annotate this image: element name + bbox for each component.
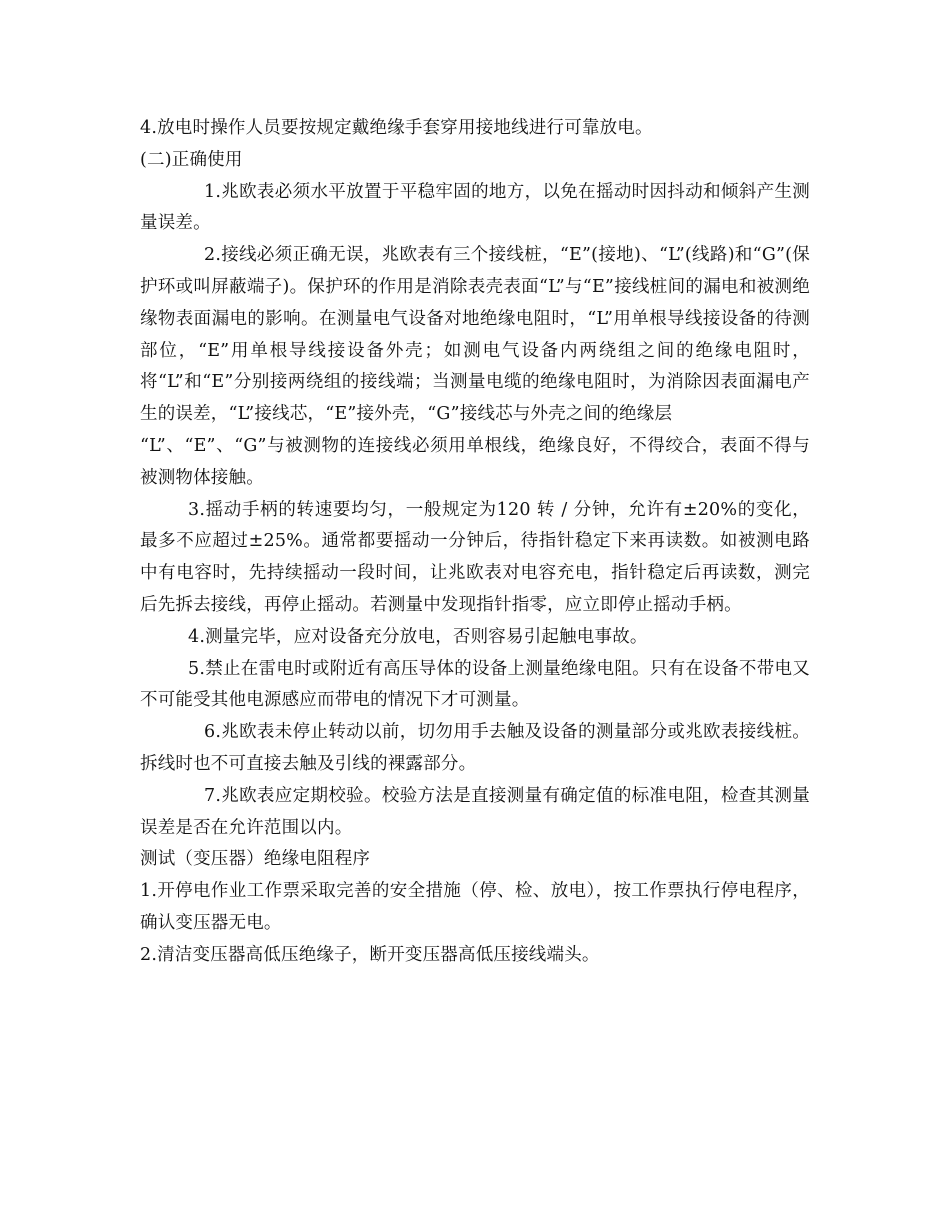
paragraph-discharge-gloves: 4.放电时操作人员要按规定戴绝缘手套穿用接地线进行可靠放电。 (140, 118, 653, 138)
paragraph-item-5-thunder: 5.禁止在雷电时或附近有高压导体的设备上测量绝缘电阻。只有在设备不带电又不可能受其他电源感应而带电的情况下才可测量。 (140, 658, 810, 711)
paragraph-item-1-level-placement: 1.兆欧表必须水平放置于平稳牢固的地方，以免在摇动时因抖动和倾斜产生测量误差。 (140, 181, 810, 234)
section-heading-correct-use: (二)正确使用 (140, 149, 243, 170)
paragraph-step-1-work-ticket: 1.开停电作业工作票采取完善的安全措施（停、检、放电），按工作票执行停电程序，确认变压器无电。 (140, 881, 810, 933)
paragraph-lead-wires: “L”、“E”、“G”与被测物的连接线必须用单根线，绝缘良好，不得绞合，表面不得与被测物体接触。 (140, 435, 810, 488)
paragraph-item-6-do-not-touch: 6.兆欧表未停止转动以前，切勿用手去触及设备的测量部分或兆欧表接线桩。拆线时也不可直接去触及引线的裸露部分。 (140, 722, 810, 774)
paragraph-item-3-crank-speed: 3.摇动手柄的转速要均匀，一般规定为120 转 / 分钟，允许有±20%的变化，最多不应超过±25%。通常都要摇动一分钟后，待指针稳定下来再读数。如被测电路中有电容时，先持续摇动一段时间，让兆欧表对电容充电，指针稳定后再读数，测完后先拆去接线，再停止摇动。若测量中发现指针指零，应立即停止摇动手柄。 (140, 499, 810, 615)
paragraph-step-2-clean-insulators: 2.清洁变压器高低压绝缘子，断开变压器高低压接线端头。 (140, 944, 600, 965)
document-body (140, 113, 810, 972)
paragraph-item-7-calibration: 7.兆欧表应定期校验。校验方法是直接测量有确定值的标准电阻，检查其测量误差是否在允许范围以内。 (140, 785, 810, 838)
section-heading-transformer-test: 测试（变压器）绝缘电阻程序 (140, 849, 371, 870)
paragraph-item-2-wiring: 2.接线必须正确无误，兆欧表有三个接线桩，“E”(接地)、“L”(线路)和“G”(保护环或叫屏蔽端子)。保护环的作用是消除表壳表面“L”与“E”接线桩间的漏电和被测绝缘物表面漏电的影响。在测量电气设备对地绝缘电阻时，“L”用单根导线接设备的待测部位，“E”用单根导线接设备外壳；如测电气设备内两绕组之间的绝缘电阻时，将“L”和“E”分别接两绕组的接线端；当测量电缆的绝缘电阻时，为消除因表面漏电产生的误差，“L”接线芯，“E”接外壳，“G”接线芯与外壳之间的绝缘层 (140, 245, 810, 425)
paragraph-item-4-discharge-after: 4.测量完毕，应对设备充分放电，否则容易引起触电事故。 (188, 626, 648, 647)
